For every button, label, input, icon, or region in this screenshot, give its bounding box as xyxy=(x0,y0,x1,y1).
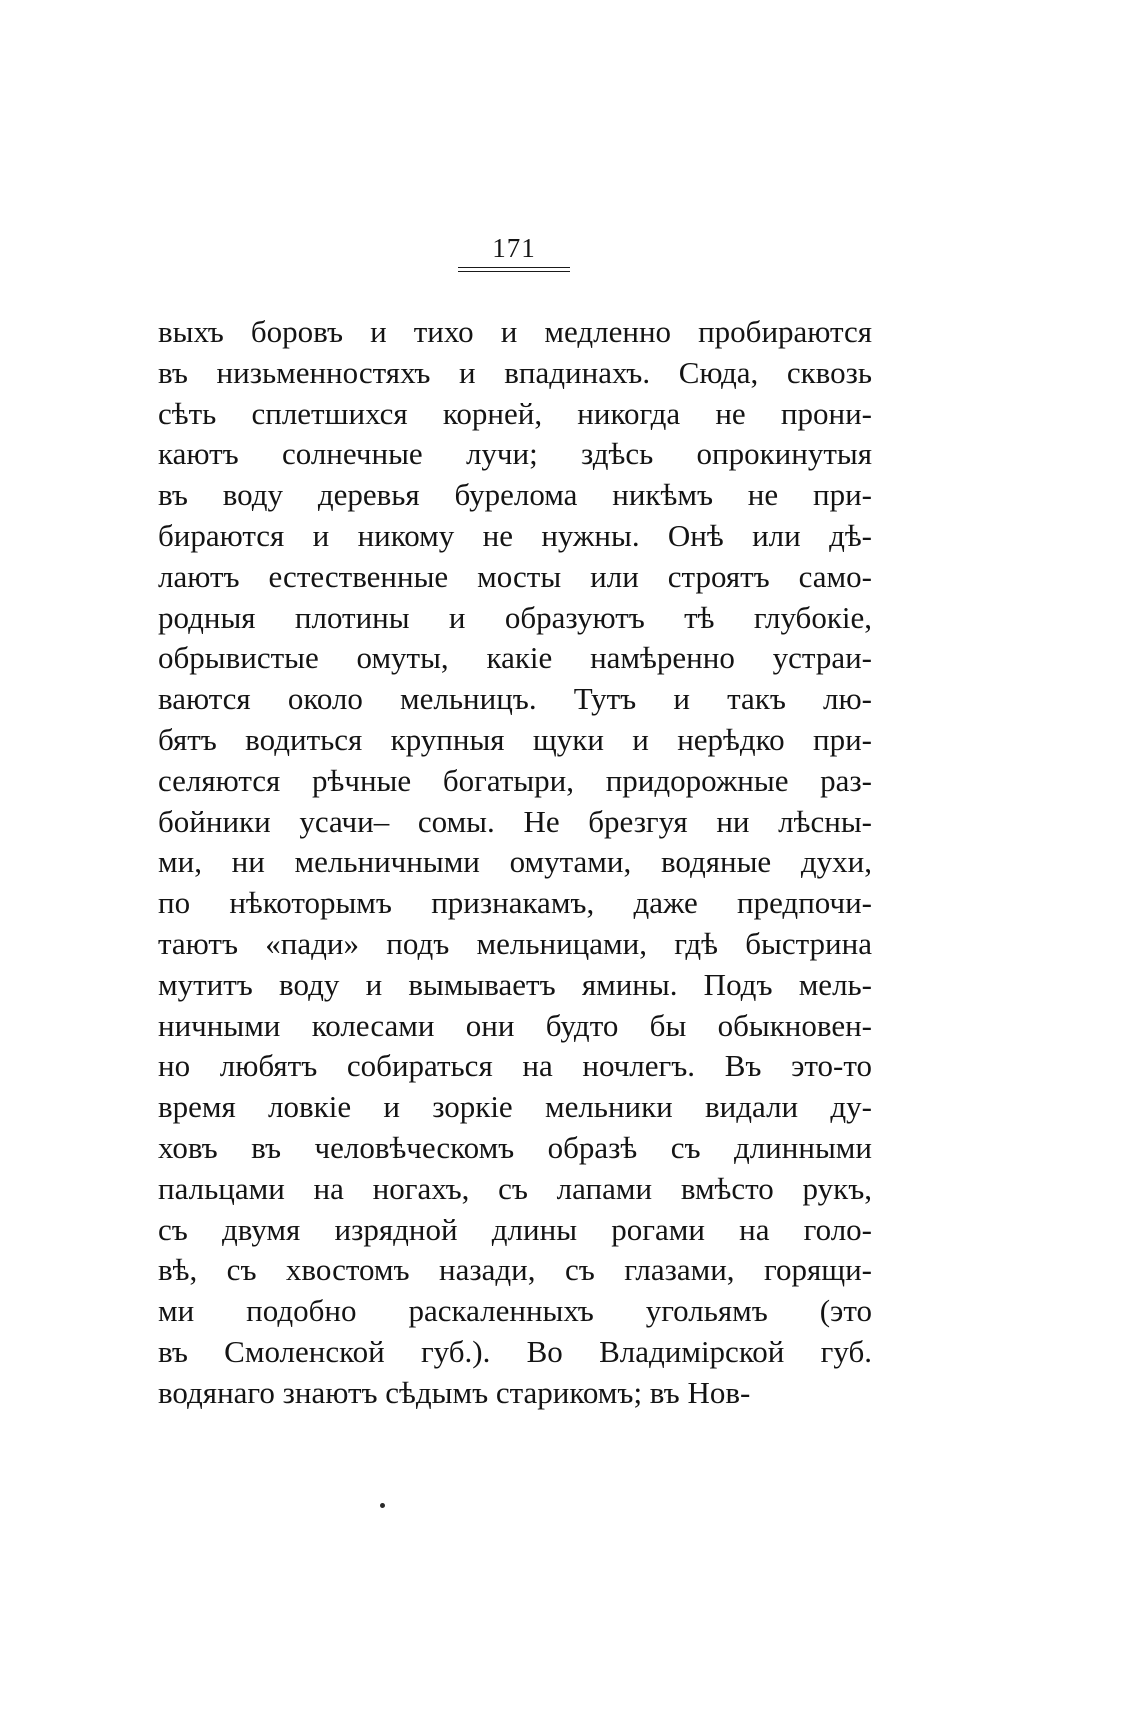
text-line: водянаго знаютъ сѣдымъ старикомъ; въ Нов- xyxy=(158,1374,751,1410)
text-line: ховъ въ человѣческомъ образѣ съ длинными xyxy=(158,1129,872,1165)
header-rule-bottom xyxy=(458,271,570,272)
text-line: съ двумя изрядной длины рогами на голо- xyxy=(158,1211,872,1247)
text-line: таютъ «пади» подъ мельницами, гдѣ быстрина xyxy=(158,925,872,961)
page-header xyxy=(458,232,570,272)
text-line: обрывистые омуты, какіе намѣренно устраи- xyxy=(158,640,872,676)
header-rule-top xyxy=(458,267,570,268)
text-line: селяются рѣчные богатыри, придорожные раз- xyxy=(158,762,872,798)
page-number: 171 xyxy=(492,233,536,263)
text-line: мутитъ воду и вымываетъ ямины. Подъ мель- xyxy=(158,966,872,1002)
text-line: по нѣкоторымъ признакамъ, даже предпочи- xyxy=(158,885,872,921)
text-line: бятъ водиться крупныя щуки и нерѣдко при- xyxy=(158,721,872,757)
text-line: бойники усачи– сомы. Не брезгуя ни лѣсны- xyxy=(158,803,872,839)
body-text xyxy=(158,312,872,1414)
text-line: каютъ солнечные лучи; здѣсь опрокинутыя xyxy=(158,436,872,472)
text-line: ми, ни мельничными омутами, водяные духи, xyxy=(158,844,872,880)
text-line: лаютъ естественные мосты или строятъ само- xyxy=(158,558,872,594)
text-line: но любятъ собираться на ночлегъ. Въ это-то xyxy=(158,1048,872,1084)
text-line: выхъ боровъ и тихо и медленно пробираются xyxy=(158,314,872,349)
scan-speck xyxy=(380,1503,385,1508)
text-line: бираются и никому не нужны. Онѣ или дѣ- xyxy=(158,517,872,553)
text-line: въ Смоленской губ.). Во Владимірской губ. xyxy=(158,1333,872,1369)
text-line: родныя плотины и образуютъ тѣ глубокіе, xyxy=(158,599,872,635)
text-line: въ воду деревья бурелома никѣмъ не при- xyxy=(158,477,872,513)
text-line: время ловкіе и зоркіе мельники видали ду- xyxy=(158,1089,872,1125)
text-line: вѣ, съ хвостомъ назади, съ глазами, горящи- xyxy=(158,1252,872,1288)
text-line: въ низьменностяхъ и впадинахъ. Сюда, сквозь xyxy=(158,354,872,390)
text-line: ваются около мельницъ. Тутъ и такъ лю- xyxy=(158,681,872,717)
text-line: пальцами на ногахъ, съ лапами вмѣсто рукъ, xyxy=(158,1170,872,1206)
text-line: ничными колесами они будто бы обыкновен- xyxy=(158,1007,872,1043)
text-line: ми подобно раскаленныхъ угольямъ (это xyxy=(158,1293,872,1329)
text-line: сѣть сплетшихся корней, никогда не прони- xyxy=(158,395,872,431)
